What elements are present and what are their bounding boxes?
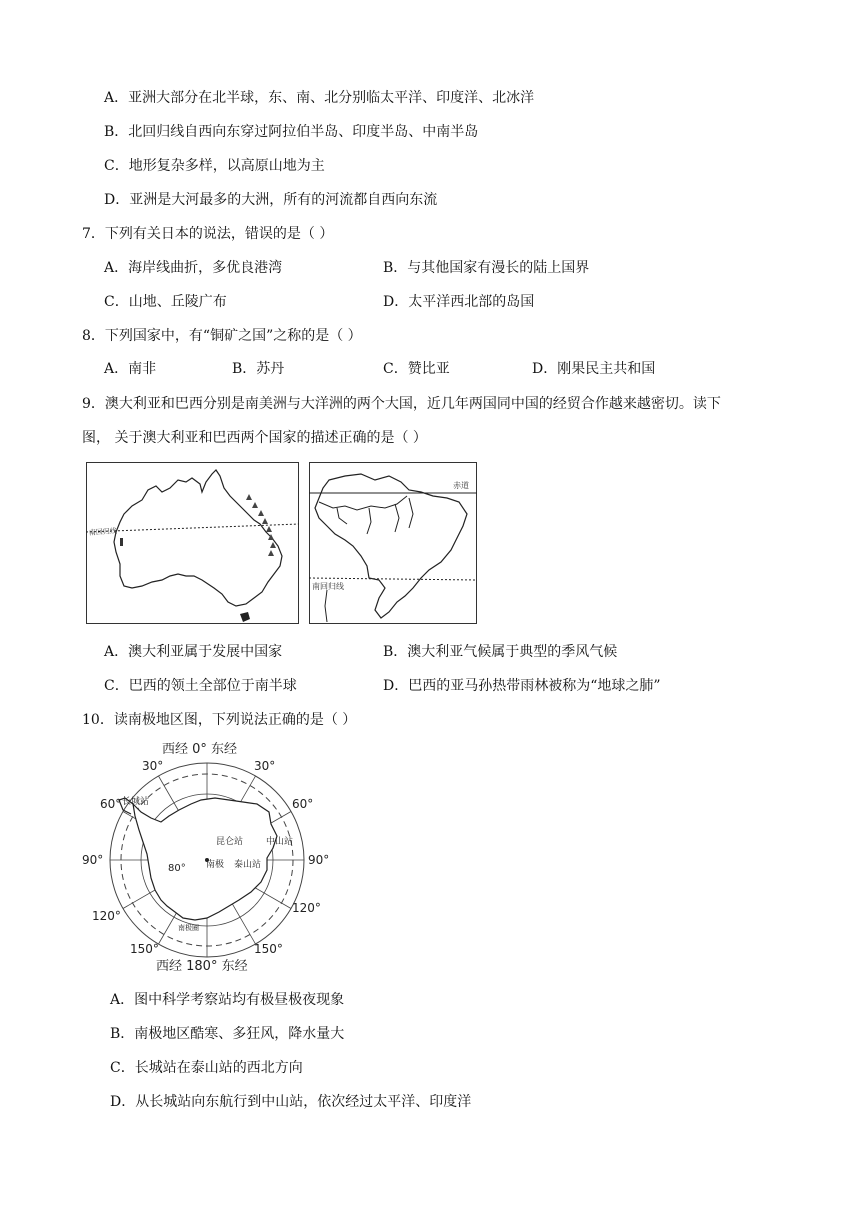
antarctic-circle-label: 南极圈: [178, 924, 199, 932]
q9-option-b: B．澳大利亚气候属于典型的季风气候: [383, 644, 618, 660]
zhongshan-label: 中山站: [266, 837, 294, 847]
australia-map: [86, 462, 299, 624]
deg-30-left: 30°: [142, 759, 164, 773]
q8-option-c: C．赞比亚: [383, 361, 450, 377]
deg-60-right: 60°: [292, 797, 314, 811]
q10-option-b: B．南极地区酷寒、多狂风，降水量大: [110, 1026, 345, 1042]
q7-option-d: D．太平洋西北部的岛国: [383, 294, 535, 310]
top-label: 西经 0° 东经: [162, 742, 238, 757]
q10-option-a: A．图中科学考察站均有极昼极夜现象: [110, 992, 345, 1008]
deg-150-left: 150°: [130, 942, 159, 956]
deg-90-left: 90°: [82, 853, 104, 867]
deg-150-right: 150°: [254, 942, 283, 956]
q7-option-c: C．山地、丘陵广布: [104, 294, 227, 310]
q8-stem: 8．下列国家中，有“铜矿之国”之称的是（ ）: [82, 328, 362, 344]
deg-60-left: 60°: [100, 797, 122, 811]
q10-option-c: C．长城站在泰山站的西北方向: [110, 1060, 303, 1076]
q9-option-a: A．澳大利亚属于发展中国家: [104, 644, 283, 660]
brazil-map: [309, 462, 477, 624]
changcheng-label: 长城站: [122, 797, 150, 807]
q9-option-d: D．巴西的亚马孙热带雨林被称为“地球之肺”: [383, 678, 661, 694]
q8-option-a: A．南非: [104, 361, 157, 377]
q9-stem-line1: 9．澳大利亚和巴西分别是南美洲与大洋洲的两个大国，近几年两国同中国的经贸合作越来越密切。读下: [82, 396, 721, 412]
q7-stem: 7．下列有关日本的说法，错误的是（ ）: [82, 226, 334, 242]
q6-option-b: B．北回归线自西向东穿过阿拉伯半岛、印度半岛、中南半岛: [104, 124, 479, 140]
q8-option-d: D．刚果民主共和国: [532, 361, 656, 377]
kunlun-label: 昆仑站: [216, 837, 244, 847]
q6-option-c: C．地形复杂多样，以高原山地为主: [104, 158, 325, 174]
tropic-label: 南回归线: [312, 582, 344, 591]
tropic-label: 南回归线: [88, 527, 118, 537]
deg-90-right: 90°: [308, 853, 330, 867]
west-highlight: [120, 538, 123, 546]
q10-option-d: D．从长城站向东航行到中山站，依次经过太平洋、印度洋: [110, 1094, 472, 1110]
deg-120-right: 120°: [292, 901, 321, 915]
q7-option-b: B．与其他国家有漫长的陆上国界: [383, 260, 590, 276]
q9-stem-line2: 图， 关于澳大利亚和巴西两个国家的描述正确的是（ ）: [82, 430, 427, 446]
q6-option-a: A．亚洲大部分在北半球，东、南、北分别临太平洋、印度洋、北冰洋: [104, 90, 535, 106]
bottom-label: 西经 180° 东经: [156, 959, 248, 974]
q7-option-a: A．海岸线曲折，多优良港湾: [104, 260, 283, 276]
q9-option-c: C．巴西的领土全部位于南半球: [104, 678, 297, 694]
q10-stem: 10．读南极地区图，下列说法正确的是（ ）: [82, 712, 357, 728]
deg-120-left: 120°: [92, 909, 121, 923]
equator-label: 赤道: [453, 481, 469, 490]
taishan-label: 泰山站: [234, 860, 262, 870]
lat-80-label: 80°: [168, 863, 186, 874]
q6-option-d: D．亚洲是大河最多的大洲，所有的河流都自西向东流: [104, 192, 438, 208]
antarctica-outline: [133, 798, 277, 920]
antarctica-map: [78, 740, 336, 976]
deg-30-right: 30°: [254, 759, 276, 773]
south-pole-label: 南极: [206, 860, 225, 870]
q8-option-b: B．苏丹: [232, 361, 285, 377]
